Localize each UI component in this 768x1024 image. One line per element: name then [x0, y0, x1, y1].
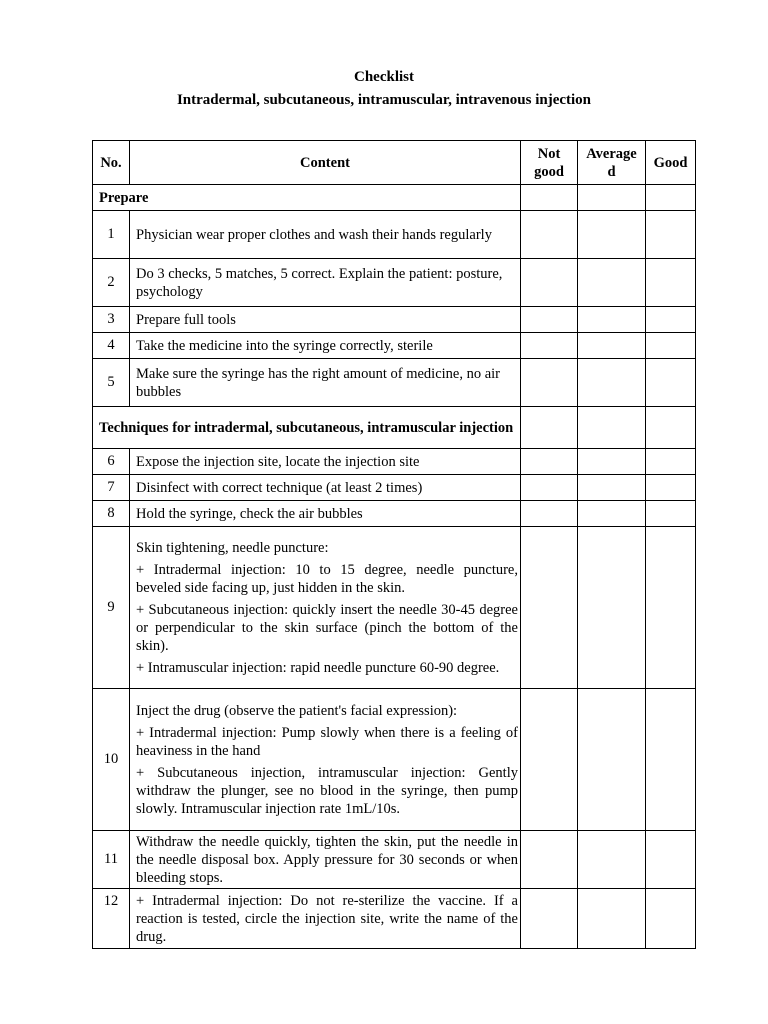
- rating-cell-good[interactable]: [646, 259, 696, 307]
- rating-cell-averaged[interactable]: [578, 333, 646, 359]
- rating-cell-averaged[interactable]: [578, 359, 646, 407]
- rating-cell-not-good: [521, 185, 578, 211]
- rating-cell-good[interactable]: [646, 307, 696, 333]
- item-number: 3: [93, 307, 130, 333]
- table-row: [93, 359, 696, 407]
- rating-cell-good[interactable]: [646, 333, 696, 359]
- rating-cell-not-good[interactable]: [521, 475, 578, 501]
- item-number: 12: [93, 889, 130, 949]
- rating-cell-not-good[interactable]: [521, 211, 578, 259]
- item-paragraph: + Intradermal injection: Do not re-sterilize the vaccine. If a reaction is tested, circle the injection site, write the name of the drug.: [136, 892, 518, 945]
- rating-cell-good[interactable]: [646, 527, 696, 689]
- rating-cell-averaged[interactable]: [578, 831, 646, 889]
- item-paragraph: Physician wear proper clothes and wash their hands regularly: [136, 226, 492, 243]
- column-header-not-good: [521, 141, 578, 185]
- item-paragraph: + Intramuscular injection: rapid needle puncture 60-90 degree.: [136, 659, 500, 676]
- rating-cell-not-good[interactable]: [521, 689, 578, 831]
- rating-cell-good[interactable]: [646, 501, 696, 527]
- rating-cell-good[interactable]: [646, 211, 696, 259]
- table-row: [93, 475, 696, 501]
- item-content: [130, 889, 521, 949]
- rating-cell-not-good[interactable]: [521, 259, 578, 307]
- column-header-not-good-line2: good: [534, 163, 564, 180]
- rating-cell-not-good[interactable]: [521, 501, 578, 527]
- item-paragraph: Disinfect with correct technique (at least 2 times): [136, 479, 423, 496]
- item-number: 1: [93, 211, 130, 259]
- section-title: Prepare: [93, 185, 521, 211]
- rating-cell-good: [646, 185, 696, 211]
- rating-cell-not-good[interactable]: [521, 831, 578, 889]
- rating-cell-averaged[interactable]: [578, 475, 646, 501]
- item-paragraph: Withdraw the needle quickly, tighten the skin, put the needle in the needle disposal box. Apply pressure for 30 seconds or when bleeding stops.: [136, 833, 518, 886]
- item-content: [130, 307, 521, 333]
- table-row: [93, 527, 696, 689]
- item-content: [130, 259, 521, 307]
- column-header-averaged: [578, 141, 646, 185]
- item-content: [130, 359, 521, 407]
- item-paragraph: Prepare full tools: [136, 311, 236, 328]
- item-content: [130, 831, 521, 889]
- rating-cell-averaged[interactable]: [578, 501, 646, 527]
- item-content: [130, 527, 521, 689]
- table-row: [93, 333, 696, 359]
- item-content: [130, 449, 521, 475]
- section-row: [93, 185, 696, 211]
- item-number: 6: [93, 449, 130, 475]
- rating-cell-not-good[interactable]: [521, 449, 578, 475]
- item-number: 5: [93, 359, 130, 407]
- rating-cell-averaged: [578, 185, 646, 211]
- item-content: [130, 689, 521, 831]
- rating-cell-good[interactable]: [646, 475, 696, 501]
- rating-cell-averaged[interactable]: [578, 889, 646, 949]
- rating-cell-averaged[interactable]: [578, 259, 646, 307]
- item-paragraph: Inject the drug (observe the patient's facial expression):: [136, 702, 458, 719]
- item-content: [130, 211, 521, 259]
- item-number: 2: [93, 259, 130, 307]
- rating-cell-averaged[interactable]: [578, 449, 646, 475]
- item-content: [130, 333, 521, 359]
- rating-cell-not-good[interactable]: [521, 889, 578, 949]
- item-number: 4: [93, 333, 130, 359]
- item-paragraph: + Subcutaneous injection: quickly insert the needle 30-45 degree or perpendicular to the skin surface (pinch the bottom of the skin).: [136, 601, 518, 654]
- rating-cell-averaged[interactable]: [578, 527, 646, 689]
- item-paragraph: Take the medicine into the syringe correctly, sterile: [136, 337, 433, 354]
- item-content: [130, 475, 521, 501]
- rating-cell-good[interactable]: [646, 689, 696, 831]
- rating-cell-good: [646, 407, 696, 449]
- item-paragraph: Hold the syringe, check the air bubbles: [136, 505, 363, 522]
- table-row: [93, 307, 696, 333]
- column-header-averaged-line2: d: [607, 163, 616, 180]
- rating-cell-averaged[interactable]: [578, 211, 646, 259]
- table-row: [93, 501, 696, 527]
- rating-cell-not-good[interactable]: [521, 527, 578, 689]
- item-paragraph: + Intradermal injection: 10 to 15 degree, needle puncture, beveled side facing up, just hidden in the skin.: [136, 561, 518, 596]
- rating-cell-not-good: [521, 407, 578, 449]
- rating-cell-good[interactable]: [646, 889, 696, 949]
- column-header-not-good-line1: Not: [537, 145, 561, 162]
- item-paragraph: Expose the injection site, locate the injection site: [136, 453, 420, 470]
- table-row: [93, 259, 696, 307]
- rating-cell-averaged[interactable]: [578, 307, 646, 333]
- item-number: 9: [93, 527, 130, 689]
- section-title: Techniques for intradermal, subcutaneous, intramuscular injection: [93, 407, 521, 449]
- table-row: [93, 689, 696, 831]
- column-header-averaged-line1: Average: [586, 145, 637, 162]
- rating-cell-averaged[interactable]: [578, 689, 646, 831]
- item-paragraph: Skin tightening, needle puncture:: [136, 539, 329, 556]
- item-paragraph: Do 3 checks, 5 matches, 5 correct. Explain the patient: posture, psychology: [136, 265, 503, 300]
- rating-cell-averaged: [578, 407, 646, 449]
- table-row: [93, 211, 696, 259]
- section-row: [93, 407, 696, 449]
- rating-cell-good[interactable]: [646, 359, 696, 407]
- table-header-row: [93, 141, 696, 185]
- rating-cell-not-good[interactable]: [521, 307, 578, 333]
- table-row: [93, 831, 696, 889]
- rating-cell-good[interactable]: [646, 449, 696, 475]
- item-number: 7: [93, 475, 130, 501]
- item-number: 8: [93, 501, 130, 527]
- rating-cell-good[interactable]: [646, 831, 696, 889]
- item-paragraph: Make sure the syringe has the right amount of medicine, no air bubbles: [136, 365, 501, 400]
- rating-cell-not-good[interactable]: [521, 333, 578, 359]
- table-row: [93, 449, 696, 475]
- item-number: 11: [93, 831, 130, 889]
- rating-cell-not-good[interactable]: [521, 359, 578, 407]
- checklist-table: [92, 140, 696, 949]
- column-header-no: No.: [93, 141, 130, 185]
- column-header-good: Good: [646, 141, 696, 185]
- document-title: Checklist: [354, 69, 414, 85]
- item-paragraph: + Intradermal injection: Pump slowly when there is a feeling of heaviness in the hand: [136, 724, 518, 759]
- column-header-content: Content: [130, 141, 521, 185]
- document-subtitle: Intradermal, subcutaneous, intramuscular, intravenous injection: [176, 92, 592, 108]
- item-content: [130, 501, 521, 527]
- table-row: [93, 889, 696, 949]
- item-number: 10: [93, 689, 130, 831]
- item-paragraph: + Subcutaneous injection, intramuscular injection: Gently withdraw the plunger, see no blood in the syringe, then pump slowly. Intramuscular injection rate 1mL/10s.: [136, 764, 518, 817]
